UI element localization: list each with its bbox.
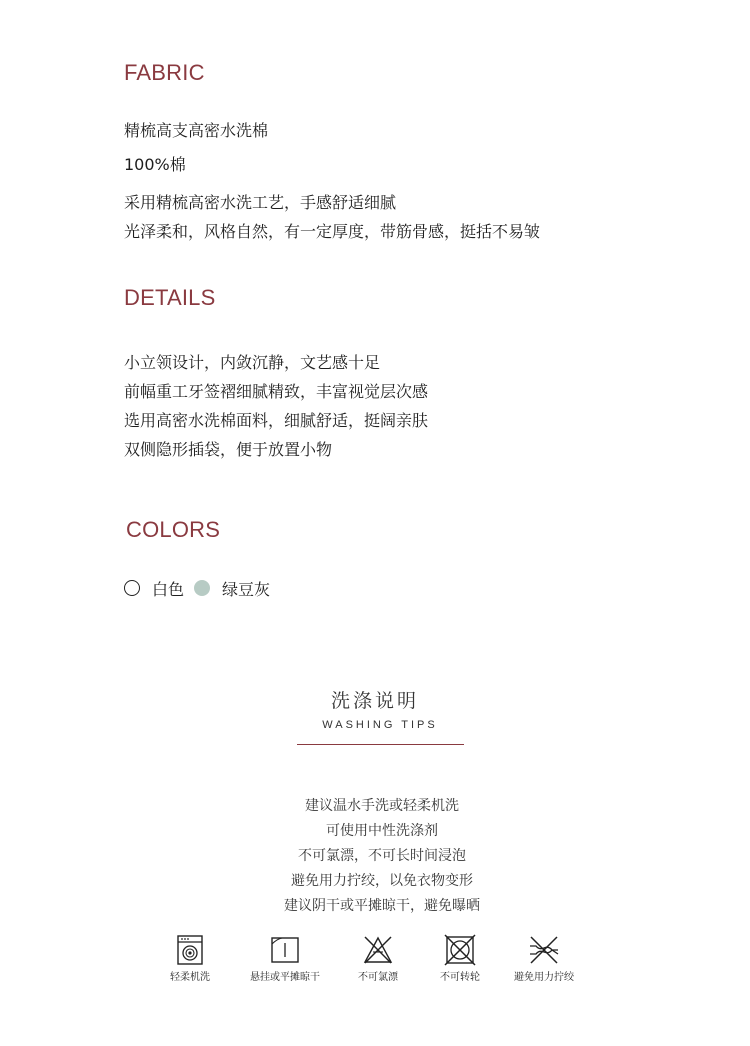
care-item-no-wring xyxy=(489,934,599,983)
colors-heading: COLORS xyxy=(126,517,221,542)
washing-tip: 建议阴干或平摊晾干，避免曝晒 xyxy=(284,898,480,914)
washing-title: 洗涤说明 xyxy=(330,690,419,712)
no-bleach-icon xyxy=(362,934,394,966)
washing-tip: 建议温水手洗或轻柔机洗 xyxy=(305,798,459,814)
fabric-composition: 100%棉 xyxy=(124,155,186,174)
washing-divider xyxy=(297,744,464,745)
color-label-green-grey: 绿豆灰 xyxy=(222,579,271,599)
washing-tip: 不可氯漂，不可长时间浸泡 xyxy=(298,848,466,864)
care-label: 轻柔机洗 xyxy=(170,972,210,983)
care-label: 避免用力拧绞 xyxy=(514,972,574,983)
color-swatch-green-grey xyxy=(194,580,210,596)
washing-subtitle: WASHING TIPS xyxy=(322,719,438,731)
washing-machine-icon xyxy=(175,934,205,966)
care-label: 不可氯漂 xyxy=(358,972,398,983)
fabric-desc-line: 光泽柔和，风格自然，有一定厚度，带筋骨感，挺括不易皱 xyxy=(124,222,541,241)
details-heading: DETAILS xyxy=(124,285,216,310)
washing-tip: 可使用中性洗涤剂 xyxy=(326,823,438,839)
washing-tip: 避免用力拧绞，以免衣物变形 xyxy=(291,873,473,889)
fabric-name: 精梳高支高密水洗棉 xyxy=(124,121,269,140)
fabric-desc-line: 采用精梳高密水洗工艺，手感舒适细腻 xyxy=(124,193,397,212)
color-options xyxy=(124,577,280,599)
details-item: 小立领设计，内敛沉静，文艺感十足 xyxy=(124,353,381,372)
care-item-machine-wash xyxy=(135,934,245,983)
color-swatch-white xyxy=(124,580,140,596)
details-item: 选用高密水洗棉面料，细腻舒适，挺阔亲肤 xyxy=(124,411,429,430)
no-wring-icon xyxy=(527,934,561,966)
care-label: 悬挂或平摊晾干 xyxy=(250,972,320,983)
care-label: 不可转轮 xyxy=(440,972,480,983)
details-item: 双侧隐形插袋，便于放置小物 xyxy=(124,440,333,459)
color-label-white: 白色 xyxy=(152,579,185,599)
no-tumble-dry-icon xyxy=(444,934,476,966)
details-item: 前幅重工牙签褶细腻精致，丰富视觉层次感 xyxy=(124,382,429,401)
hang-dry-icon xyxy=(270,934,300,966)
fabric-heading: FABRIC xyxy=(124,60,205,85)
